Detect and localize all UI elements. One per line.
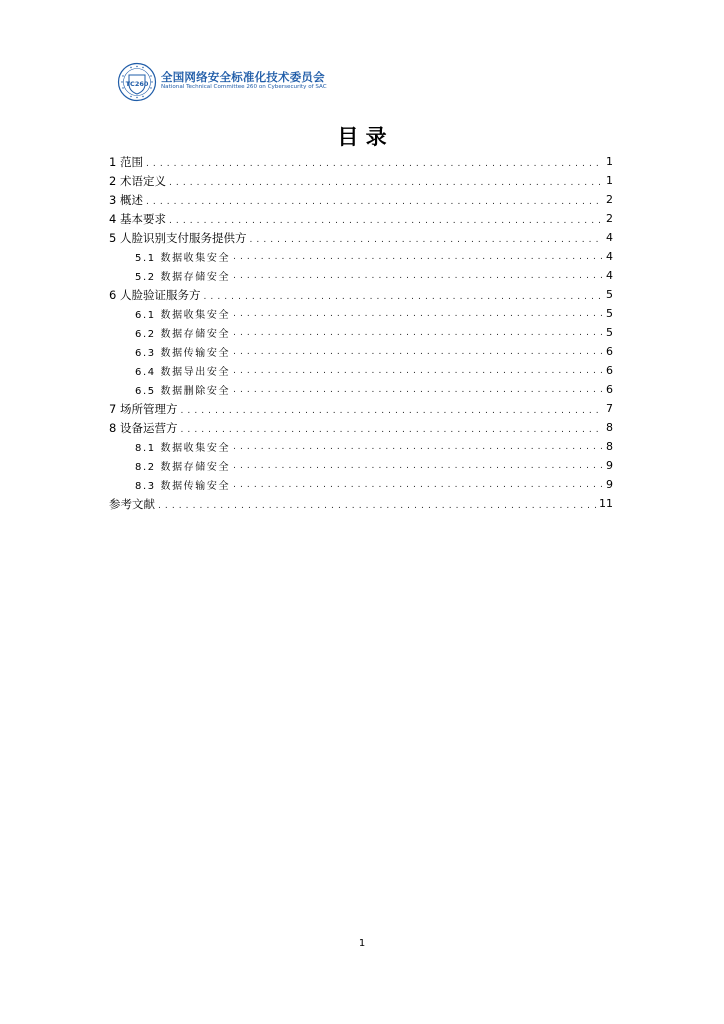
toc-section-entry[interactable] <box>109 418 613 437</box>
toc-entry-page-number: 6 <box>606 364 613 377</box>
toc-entry-label: 6.2 数据存储安全 <box>135 329 231 340</box>
toc-leader-dots <box>233 346 603 357</box>
organization-name: 全国网络安全标准化技术委员会 <box>161 70 325 84</box>
toc-entry-page-number: 5 <box>606 288 613 301</box>
toc-leader-dots <box>169 174 603 188</box>
tc260-seal-logo-icon <box>117 62 157 102</box>
toc-section-entry[interactable] <box>109 228 613 247</box>
toc-entry-label: 6 人脸验证服务方 <box>109 287 201 302</box>
toc-section-entry[interactable] <box>109 171 613 190</box>
toc-subsection-entry[interactable] <box>109 247 613 266</box>
toc-leader-dots <box>233 460 603 471</box>
document-header <box>117 62 377 102</box>
toc-entry-page-number: 1 <box>606 155 613 168</box>
toc-entry-page-number: 9 <box>606 459 613 472</box>
toc-entry-label: 5.2 数据存储安全 <box>135 272 231 283</box>
toc-leader-dots <box>169 212 603 226</box>
toc-section-entry[interactable] <box>109 494 613 513</box>
toc-entry-label: 6.4 数据导出安全 <box>135 367 231 378</box>
toc-entry-label: 6.1 数据收集安全 <box>135 310 231 321</box>
toc-entry-page-number: 6 <box>606 383 613 396</box>
toc-section-entry[interactable] <box>109 399 613 418</box>
toc-entry-label: 1 范围 <box>109 154 143 169</box>
toc-subsection-entry[interactable] <box>109 456 613 475</box>
toc-entry-label: 8 设备运营方 <box>109 420 178 435</box>
toc-subsection-entry[interactable] <box>109 266 613 285</box>
toc-leader-dots <box>233 479 603 490</box>
toc-entry-label: 8.2 数据存储安全 <box>135 462 231 473</box>
toc-leader-dots <box>233 251 603 262</box>
toc-section-entry[interactable] <box>109 209 613 228</box>
page-number: 1 <box>358 938 366 949</box>
toc-leader-dots <box>203 288 603 302</box>
toc-leader-dots <box>233 365 603 376</box>
table-of-contents <box>109 152 613 513</box>
toc-entry-label: 4 基本要求 <box>109 211 166 226</box>
toc-section-entry[interactable] <box>109 152 613 171</box>
toc-entry-label: 参考文献 <box>109 496 155 511</box>
toc-entry-page-number: 5 <box>606 307 613 320</box>
toc-entry-label: 3 概述 <box>109 192 143 207</box>
page-title: 目 录 <box>337 125 387 149</box>
toc-entry-page-number: 11 <box>599 497 613 510</box>
toc-entry-page-number: 4 <box>606 250 613 263</box>
toc-section-entry[interactable] <box>109 285 613 304</box>
toc-entry-page-number: 2 <box>606 212 613 225</box>
toc-subsection-entry[interactable] <box>109 380 613 399</box>
toc-entry-label: 7 场所管理方 <box>109 401 178 416</box>
toc-entry-page-number: 4 <box>606 231 613 244</box>
toc-leader-dots <box>233 308 603 319</box>
toc-subsection-entry[interactable] <box>109 361 613 380</box>
toc-entry-label: 8.1 数据收集安全 <box>135 443 231 454</box>
toc-subsection-entry[interactable] <box>109 475 613 494</box>
toc-entry-label: 6.3 数据传输安全 <box>135 348 231 359</box>
toc-entry-page-number: 6 <box>606 345 613 358</box>
toc-leader-dots <box>233 327 603 338</box>
toc-entry-label: 2 术语定义 <box>109 173 166 188</box>
toc-leader-dots <box>180 402 603 416</box>
toc-leader-dots <box>146 155 603 169</box>
toc-entry-label: 5 人脸识别支付服务提供方 <box>109 230 247 245</box>
toc-entry-page-number: 4 <box>606 269 613 282</box>
toc-entry-page-number: 7 <box>606 402 613 415</box>
toc-leader-dots <box>146 193 603 207</box>
toc-entry-page-number: 5 <box>606 326 613 339</box>
toc-subsection-entry[interactable] <box>109 342 613 361</box>
toc-entry-label: 8.3 数据传输安全 <box>135 481 231 492</box>
logo-text: TC260 <box>125 80 149 88</box>
toc-leader-dots <box>249 231 603 245</box>
toc-subsection-entry[interactable] <box>109 304 613 323</box>
toc-entry-page-number: 8 <box>606 440 613 453</box>
toc-entry-label: 5.1 数据收集安全 <box>135 253 231 264</box>
toc-entry-page-number: 1 <box>606 174 613 187</box>
organization-name-english: National Technical Committee 260 on Cybersecurity of SAC <box>161 84 327 90</box>
toc-entry-page-number: 8 <box>606 421 613 434</box>
toc-entry-page-number: 2 <box>606 193 613 206</box>
toc-leader-dots <box>233 441 603 452</box>
toc-subsection-entry[interactable] <box>109 437 613 456</box>
toc-leader-dots <box>233 270 603 281</box>
toc-leader-dots <box>180 421 603 435</box>
toc-leader-dots <box>233 384 603 395</box>
toc-entry-page-number: 9 <box>606 478 613 491</box>
toc-subsection-entry[interactable] <box>109 323 613 342</box>
toc-leader-dots <box>158 497 596 511</box>
toc-section-entry[interactable] <box>109 190 613 209</box>
toc-entry-label: 6.5 数据删除安全 <box>135 386 231 397</box>
